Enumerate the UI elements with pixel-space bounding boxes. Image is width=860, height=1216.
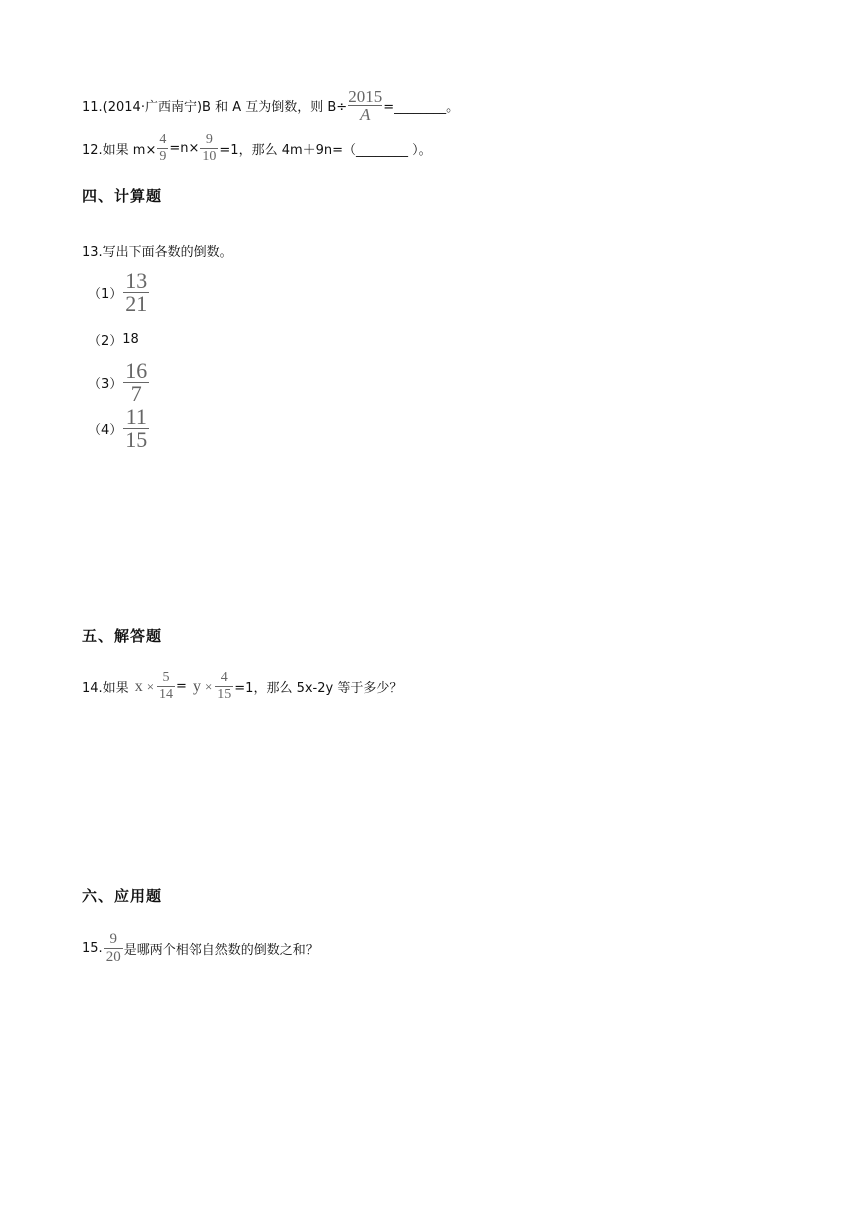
q12-f2-numerator: 9 (205, 132, 213, 147)
question-12 (82, 133, 432, 164)
q13-item-3 (88, 360, 150, 405)
q14-f2-numerator: 4 (220, 670, 228, 685)
question-13 (82, 241, 233, 260)
q13-item-label: （2） (88, 334, 123, 349)
q14-f1-denominator: 14 (159, 687, 174, 702)
q15-suffix: 是哪两个相邻自然数的倒数之和？ (123, 943, 319, 958)
q12-fraction-1 (157, 133, 168, 164)
q13-item-label: （4） (88, 423, 123, 438)
q11-prefix: 11.(2014·广西南宁)B 和 A 互为倒数，则 B÷ (82, 100, 348, 115)
q15-fraction (104, 932, 123, 965)
q12-f1-numerator: 4 (159, 132, 167, 147)
q14-fraction-2 (215, 671, 233, 702)
question-14 (82, 671, 402, 702)
q13-item-label: （3） (88, 377, 123, 392)
section-heading-application: 六、应用题 (82, 887, 163, 905)
q14-var-y: y (192, 677, 201, 695)
q12-f2-denominator: 10 (202, 149, 217, 164)
section-heading-calculation: 四、计算题 (82, 187, 163, 205)
q13-item-4 (88, 406, 150, 451)
q13-item-2-value: 18 (122, 332, 139, 347)
q14-fraction-1 (157, 671, 175, 702)
q13-item-1 (88, 270, 150, 315)
q13-item-4-fraction (123, 406, 149, 451)
q11-frac-denominator: A (359, 105, 371, 124)
fraction-numerator: 13 (125, 268, 148, 293)
q11-suffix: =________。 (383, 100, 460, 115)
q14-suffix: =1，那么 5x-2y 等于多少？ (234, 681, 403, 696)
q14-times-2: × (204, 678, 213, 694)
q12-prefix: 12.如果 m× (82, 143, 157, 158)
fraction-denominator: 21 (125, 291, 148, 316)
q12-f1-denominator: 9 (159, 149, 167, 164)
q13-item-3-fraction (123, 360, 149, 405)
q14-prefix: 14.如果 (82, 681, 129, 696)
q11-frac-numerator: 2015 (348, 87, 383, 106)
q12-suffix: =1，那么 4m＋9n=（________ ）。 (219, 143, 432, 158)
q12-fraction-2 (200, 133, 218, 164)
q13-item-2 (88, 330, 139, 349)
q11-fraction (348, 88, 382, 123)
fraction-denominator: 15 (125, 427, 148, 452)
q12-mid: =n× (169, 141, 200, 156)
q14-equals: = (176, 679, 187, 694)
q15-prefix: 15. (82, 941, 103, 956)
section-heading-solution: 五、解答题 (82, 627, 163, 645)
q14-f2-denominator: 15 (217, 687, 232, 702)
question-15 (82, 932, 319, 965)
fraction-numerator: 16 (125, 358, 148, 383)
q14-f1-numerator: 5 (162, 670, 170, 685)
q14-var-x: x (134, 677, 143, 695)
q14-times-1: × (146, 678, 155, 694)
q13-text: 13.写出下面各数的倒数。 (82, 245, 233, 260)
question-11 (82, 88, 459, 123)
q15-denominator: 20 (105, 949, 121, 965)
q13-item-1-fraction (123, 270, 149, 315)
q15-numerator: 9 (109, 931, 117, 947)
q13-item-label: （1） (88, 287, 123, 302)
fraction-denominator: 7 (130, 381, 142, 406)
fraction-numerator: 11 (125, 404, 147, 429)
